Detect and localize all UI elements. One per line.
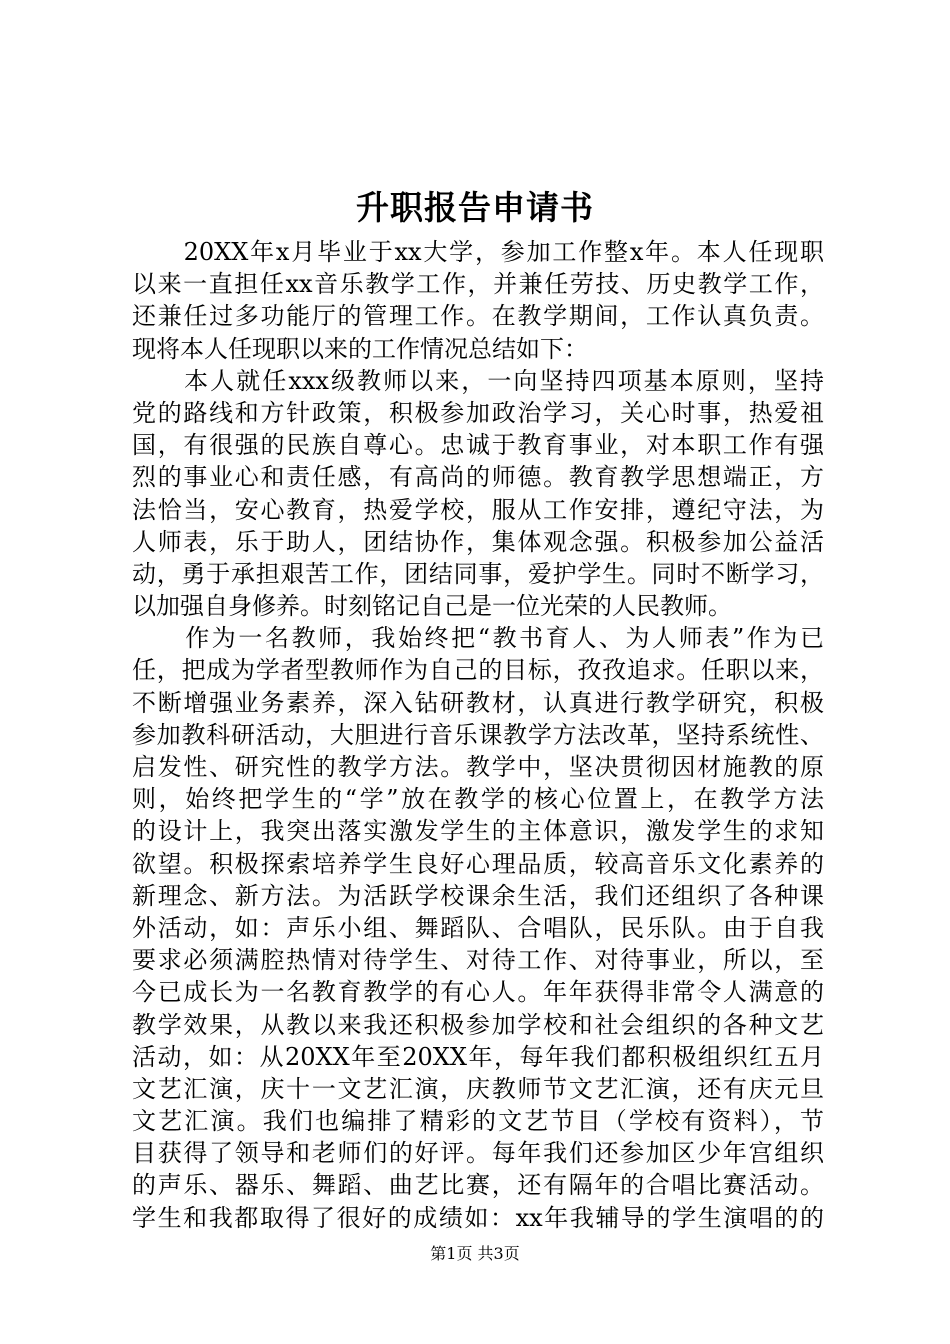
document-title: 升职报告申请书 [356, 188, 594, 227]
body-line: 作为一名教师，我始终把“教书育人、为人师表”作为已 [132, 624, 824, 653]
body-line: 国，有很强的民族自尊心。忠诚于教育事业，对本职工作有强 [132, 431, 824, 460]
body-line: 参加教科研活动，大胆进行音乐课教学方法改革，坚持系统性、 [132, 720, 824, 749]
body-line: 文艺汇演。我们也编排了精彩的文艺节目（学校有资料），节 [132, 1107, 824, 1136]
body-line: 以加强自身修养。时刻铭记自己是一位光荣的人民教师。 [132, 592, 732, 621]
body-line: 任，把成为学者型教师作为自己的目标，孜孜追求。任职以来， [132, 656, 824, 685]
body-line: 20XX年x月毕业于xx大学，参加工作整x年。本人任现职 [132, 238, 824, 266]
body-line: 人师表，乐于助人，团结协作，集体观念强。积极参加公益活 [132, 527, 824, 556]
body-line: 学生和我都取得了很好的成绩如：xx年我辅导的学生演唱的的 [132, 1203, 824, 1232]
body-line: 新理念、新方法。为活跃学校课余生活，我们还组织了各种课 [132, 881, 824, 910]
body-line: 烈的事业心和责任感，有高尚的师德。教育教学思想端正，方 [132, 463, 824, 492]
body-line: 要求必须满腔热情对待学生、对待工作、对待事业，所以，至 [132, 946, 824, 975]
body-line: 的声乐、器乐、舞蹈、曲艺比赛，还有隔年的合唱比赛活动。 [132, 1171, 824, 1200]
page-number-footer: 第1页 共3页 [430, 1244, 520, 1263]
body-line: 还兼任过多功能厅的管理工作。在教学期间，工作认真负责。 [132, 302, 824, 331]
body-line: 的设计上，我突出落实激发学生的主体意识，激发学生的求知 [132, 817, 824, 846]
body-line: 则，始终把学生的“学”放在教学的核心位置上，在教学方法 [132, 785, 824, 814]
body-line: 今已成长为一名教育教学的有心人。年年获得非常令人满意的 [132, 978, 824, 1007]
document-body [132, 236, 824, 1234]
body-line: 启发性、研究性的教学方法。教学中，坚决贯彻因材施教的原 [132, 753, 824, 781]
body-line: 本人就任xxx级教师以来，一向坚持四项基本原则，坚持 [132, 366, 824, 395]
body-line: 外活动，如：声乐小组、舞蹈队、合唱队，民乐队。由于自我 [132, 913, 824, 942]
body-line: 以来一直担任xx音乐教学工作，并兼任劳技、历史教学工作， [132, 270, 824, 299]
body-line: 文艺汇演，庆十一文艺汇演，庆教师节文艺汇演，还有庆元旦 [132, 1074, 824, 1103]
body-line: 法恰当，安心教育，热爱学校，服从工作安排，遵纪守法，为 [132, 495, 824, 524]
body-line: 目获得了领导和老师们的好评。每年我们还参加区少年宫组织 [132, 1139, 824, 1168]
body-line: 现将本人任现职以来的工作情况总结如下： [132, 334, 588, 363]
body-line: 活动，如：从20XX年至20XX年，每年我们都积极组织红五月 [132, 1042, 824, 1071]
body-line: 不断增强业务素养，深入钻研教材，认真进行教学研究，积极 [132, 688, 824, 717]
body-line: 党的路线和方针政策，积极参加政治学习，关心时事，热爱祖 [132, 398, 824, 427]
body-line: 教学效果，从教以来我还积极参加学校和社会组织的各种文艺 [132, 1010, 824, 1039]
body-line: 动，勇于承担艰苦工作，团结同事，爱护学生。同时不断学习， [132, 559, 824, 588]
body-line: 欲望。积极探索培养学生良好心理品质，较高音乐文化素养的 [132, 849, 824, 878]
